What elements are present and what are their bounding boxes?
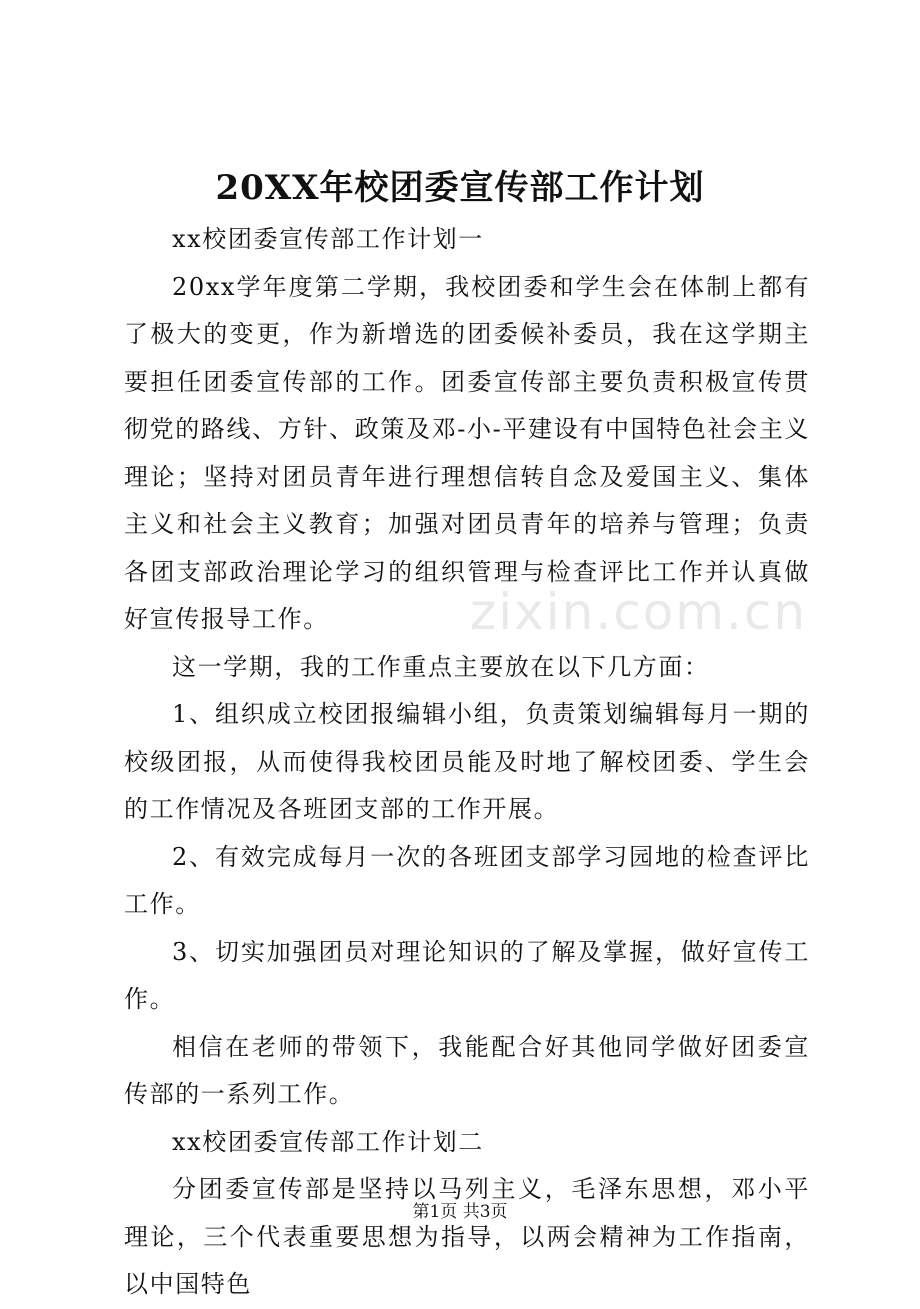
watermark: zixin.com.cn — [470, 583, 808, 641]
section-heading-plan-two: xx校团委宣传部工作计划二 — [172, 1127, 484, 1156]
list-item-3: 3、切实加强团员对理论知识的了解及掌握，做好宣传工作。 — [124, 937, 810, 1013]
paragraph-plan-two: 分团委宣传部是坚持以马列主义，毛泽东思想，邓小平理论，三个代表重要思想为指导，以两会精神为工作指南，以中国特色 — [124, 1175, 810, 1298]
page-footer: 第1页 共3页 — [412, 1202, 508, 1222]
paragraph-focus: 这一学期，我的工作重点主要放在以下几方面： — [172, 652, 710, 681]
section-heading-plan-one: xx校团委宣传部工作计划一 — [172, 225, 484, 253]
list-item-1: 1、组织成立校团报编辑小组，负责策划编辑每月一期的校级团报，从而使得我校团员能及时地了解校团委、学生会的工作情况及各班团支部的工作开展。 — [124, 700, 810, 823]
paragraph-closing: 相信在老师的带领下，我能配合好其他同学做好团委宣传部的一系列工作。 — [124, 1032, 810, 1108]
list-item-2: 2、有效完成每月一次的各班团支部学习园地的检查评比工作。 — [124, 842, 810, 918]
document-body — [124, 216, 810, 1309]
paragraph-intro: 20xx学年度第二学期，我校团委和学生会在体制上都有了极大的变更，作为新增选的团委候补委员，我在这学期主要担任团委宣传部的工作。团委宣传部主要负责积极宣传贯彻党的路线、方针、政策及邓-小-平建设有中国特色社会主义理论；坚持对团员青年进行理想信转自念及爱国主义、集体主义和社会主义教育；加强对团员青年的培养与管理；负责各团支部政治理论学习的组织管理与检查评比工作并认真做好宣传报导工作。 — [124, 272, 810, 633]
document-title: 20XX年校团委宣传部工作计划 — [215, 168, 705, 208]
